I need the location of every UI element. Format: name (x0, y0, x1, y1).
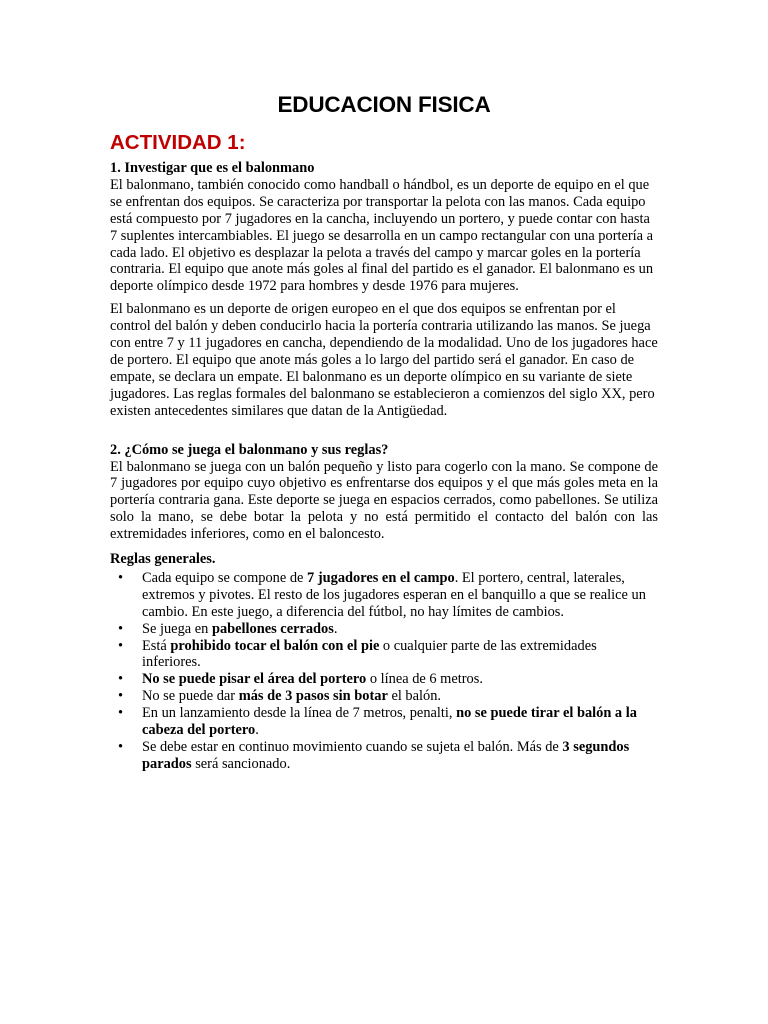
rules-title: Reglas generales. (110, 551, 216, 568)
list-item: • No se puede dar más de 3 pasos sin botar el balón. (118, 688, 441, 705)
document-title: EDUCACION FISICA (277, 92, 491, 117)
activity-heading: ACTIVIDAD 1: (110, 131, 246, 154)
question-1-paragraph-2: El balonmano es un deporte de origen europeo en el que dos equipos se enfrentan por el control del balón y deben conducirlo hacia la portería contraria utilizando las manos. Se juega con entre 7 y 11 jugadores en cancha, dependiendo de la modalidad. Uno de los jugadores hace de portero. El equipo que anote más goles a lo largo del partido será el ganador. En caso de empate, se declara un empate. El balonmano es un deporte olímpico en su variante de siete jugadores. Las reglas formales del balonmano se establecieron a comienzos del siglo XX, pero existen antecedentes similares que datan de la Antigüedad. (110, 301, 658, 419)
bullet-icon: • (118, 620, 124, 637)
bullet-icon: • (118, 569, 124, 586)
section-spacer (110, 426, 658, 442)
question-2-paragraph-1: El balonmano se juega con un balón pequeño y listo para cogerlo con la mano. Se compone de 7 jugadores por equipo cuyo objetivo es enfrentarse dos equipos y el que más goles meta en la portería contraria gana. Este deporte se juega en espacios cerrados, como pabellones. Se utiliza solo la mano, se debe botar la pelota y no está permitido el contacto del balón con las extremidades inferiores, como en el baloncesto. (110, 458, 658, 543)
bullet-icon: • (118, 705, 124, 722)
list-item: • Se debe estar en continuo movimiento cuando se sujeta el balón. Más de 3 segundos parados será sancionado. (118, 739, 630, 772)
question-2-heading: 2. ¿Cómo se juega el balonmano y sus reglas? (110, 441, 389, 458)
bullet-icon: • (118, 739, 124, 755)
question-1-paragraph-1: El balonmano, también conocido como handball o hándbol, es un deporte de equipo en el que se enfrentan dos equipos. Se caracteriza por transportar la pelota con las manos. Cada equipo está compuesto por 7 jugadores en la cancha, incluyendo un portero, y puede contar con hasta 7 suplentes intercambiables. El juego se desarrolla en un campo rectangular con una portería a cada lado. El objetivo es desplazar la pelota a través del campo y marcar goles en la portería contraria. El equipo que anote más goles al final del partido es el ganador. El balonmano es un deporte olímpico desde 1972 para hombres y desde 1976 para mujeres. (110, 176, 654, 295)
list-item: • No se puede pisar el área del portero o línea de 6 metros. (118, 671, 483, 688)
list-item: • Está prohibido tocar el balón con el pie o cualquier parte de las extremidades inferiores. (118, 637, 597, 671)
document-page (110, 90, 658, 773)
rules-list (110, 570, 658, 773)
list-item: • Se juega en pabellones cerrados. (118, 620, 338, 637)
bullet-icon: • (118, 671, 124, 688)
bullet-icon: • (118, 688, 124, 705)
bullet-icon: • (118, 637, 124, 654)
list-item: • Cada equipo se compone de 7 jugadores en el campo. El portero, central, laterales, extremos y pivotes. El resto de los jugadores esperan en el banquillo a que se realice un cambio. En este juego, a diferencia del fútbol, no hay límites de cambios. (118, 569, 646, 620)
list-item: • En un lanzamiento desde la línea de 7 metros, penalti, no se puede tirar el balón a la cabeza del portero. (118, 705, 637, 739)
question-1-heading: 1. Investigar que es el balonmano (110, 160, 315, 176)
